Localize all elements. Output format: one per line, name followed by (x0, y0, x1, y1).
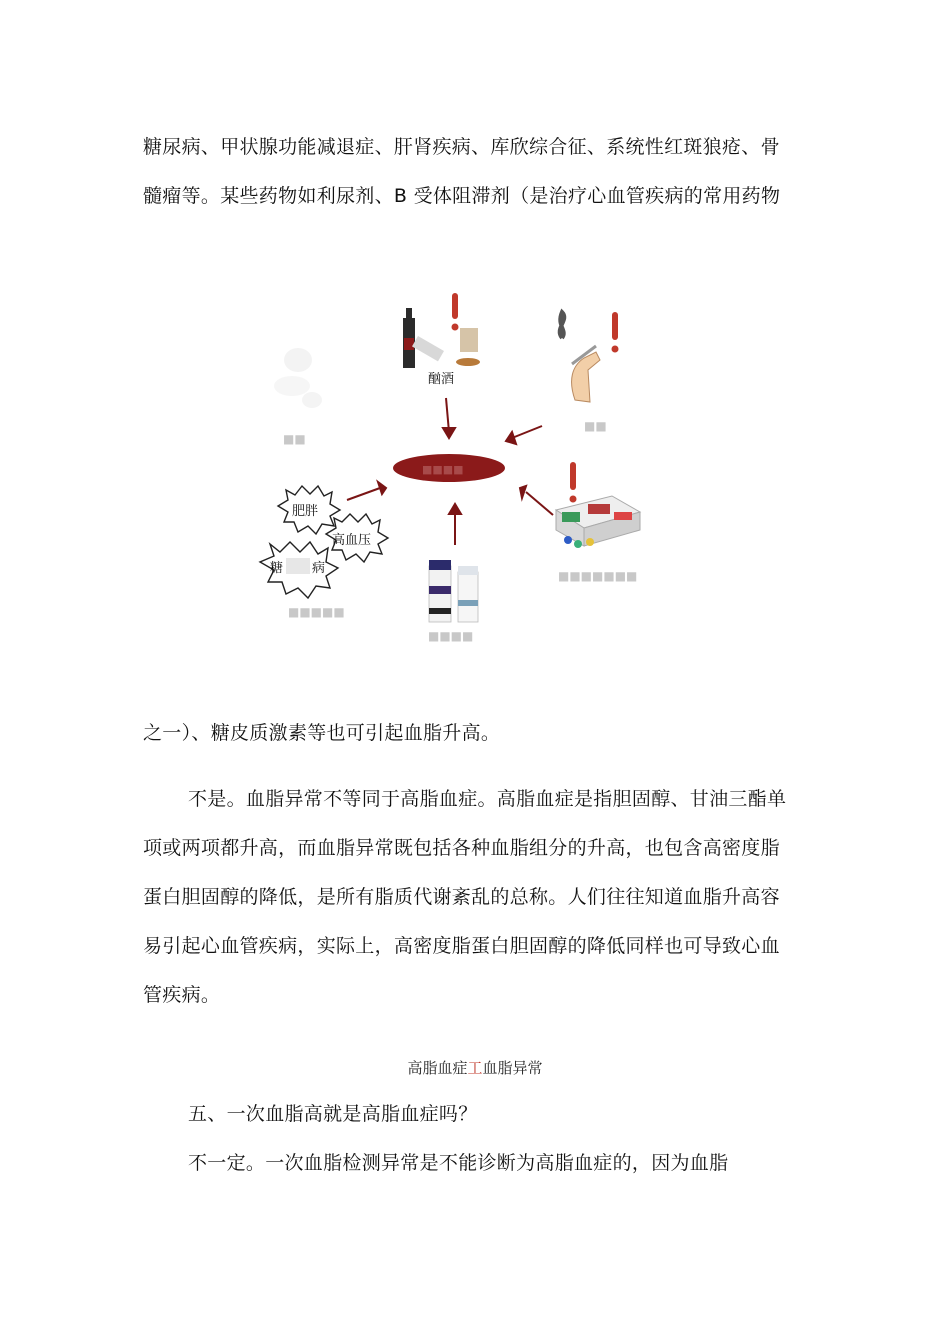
section-heading: 五、一次血脂高就是高脂血症吗？ (188, 1103, 478, 1125)
caption-part: 工 (467, 1059, 483, 1077)
paragraph-line: 易引起心血管疾病，实际上，高密度脂蛋白胆固醇的降低同样也可导致心血 (143, 935, 780, 957)
caption-part: 高脂血症 (407, 1059, 468, 1077)
alcohol-icon (403, 308, 480, 368)
paragraph-line: 髓瘤等。某些药物如利尿剂、B 受体阻滞剂（是治疗心血管疾病的常用药物 (143, 185, 781, 207)
alert-icon (452, 293, 459, 331)
paragraph-line: 糖尿病、甲状腺功能减退症、肝肾疾病、库欣综合征、系统性红斑狼疮、骨 (143, 136, 780, 158)
hypertension-label: 高血压 (332, 533, 372, 548)
svg-text:■■■■■■■: ■■■■■■■ (558, 569, 638, 583)
alert-icon (570, 462, 577, 503)
alert-icon (612, 312, 619, 353)
paragraph-line: 蛋白胆固醇的降低，是所有脂质代谢紊乱的总称。人们往往知道血脂升高容 (143, 886, 780, 908)
alcohol-label: 酗酒 (428, 372, 455, 387)
svg-text:■■■■: ■■■■ (422, 463, 464, 476)
caption (0, 1057, 950, 1078)
svg-text:■■■■: ■■■■ (428, 629, 474, 643)
paragraph-line: 项或两项都升高，而血脂异常既包括各种血脂组分的升高，也包含高密度脂 (143, 837, 780, 859)
diabetes-label-left: 糖 (270, 561, 284, 576)
causes-figure (250, 290, 650, 650)
paragraph-line: 之一）、糖皮质激素等也可引起血脂升高。 (143, 722, 501, 744)
diabetes-label-right: 病 (312, 561, 326, 576)
svg-text:■■■■■: ■■■■■ (288, 605, 345, 619)
paragraph-line: 不是。血脂异常不等同于高脂血症。高脂血症是指胆固醇、甘油三酯单 (188, 788, 787, 810)
svg-text:■■: ■■ (584, 419, 607, 433)
medicine-bottles-icon (429, 560, 478, 622)
paragraph-line: 管疾病。 (143, 984, 221, 1006)
faint-icon (274, 348, 322, 408)
food-tray-icon (556, 496, 640, 548)
svg-text:■■: ■■ (283, 432, 306, 446)
paragraph-line: 不一定。一次血脂检测异常是不能诊断为高脂血症的，因为血脂 (188, 1152, 729, 1174)
obesity-label: 肥胖 (292, 504, 319, 519)
caption-part: 血脂异常 (482, 1059, 543, 1077)
smoking-hand-icon (560, 312, 600, 402)
